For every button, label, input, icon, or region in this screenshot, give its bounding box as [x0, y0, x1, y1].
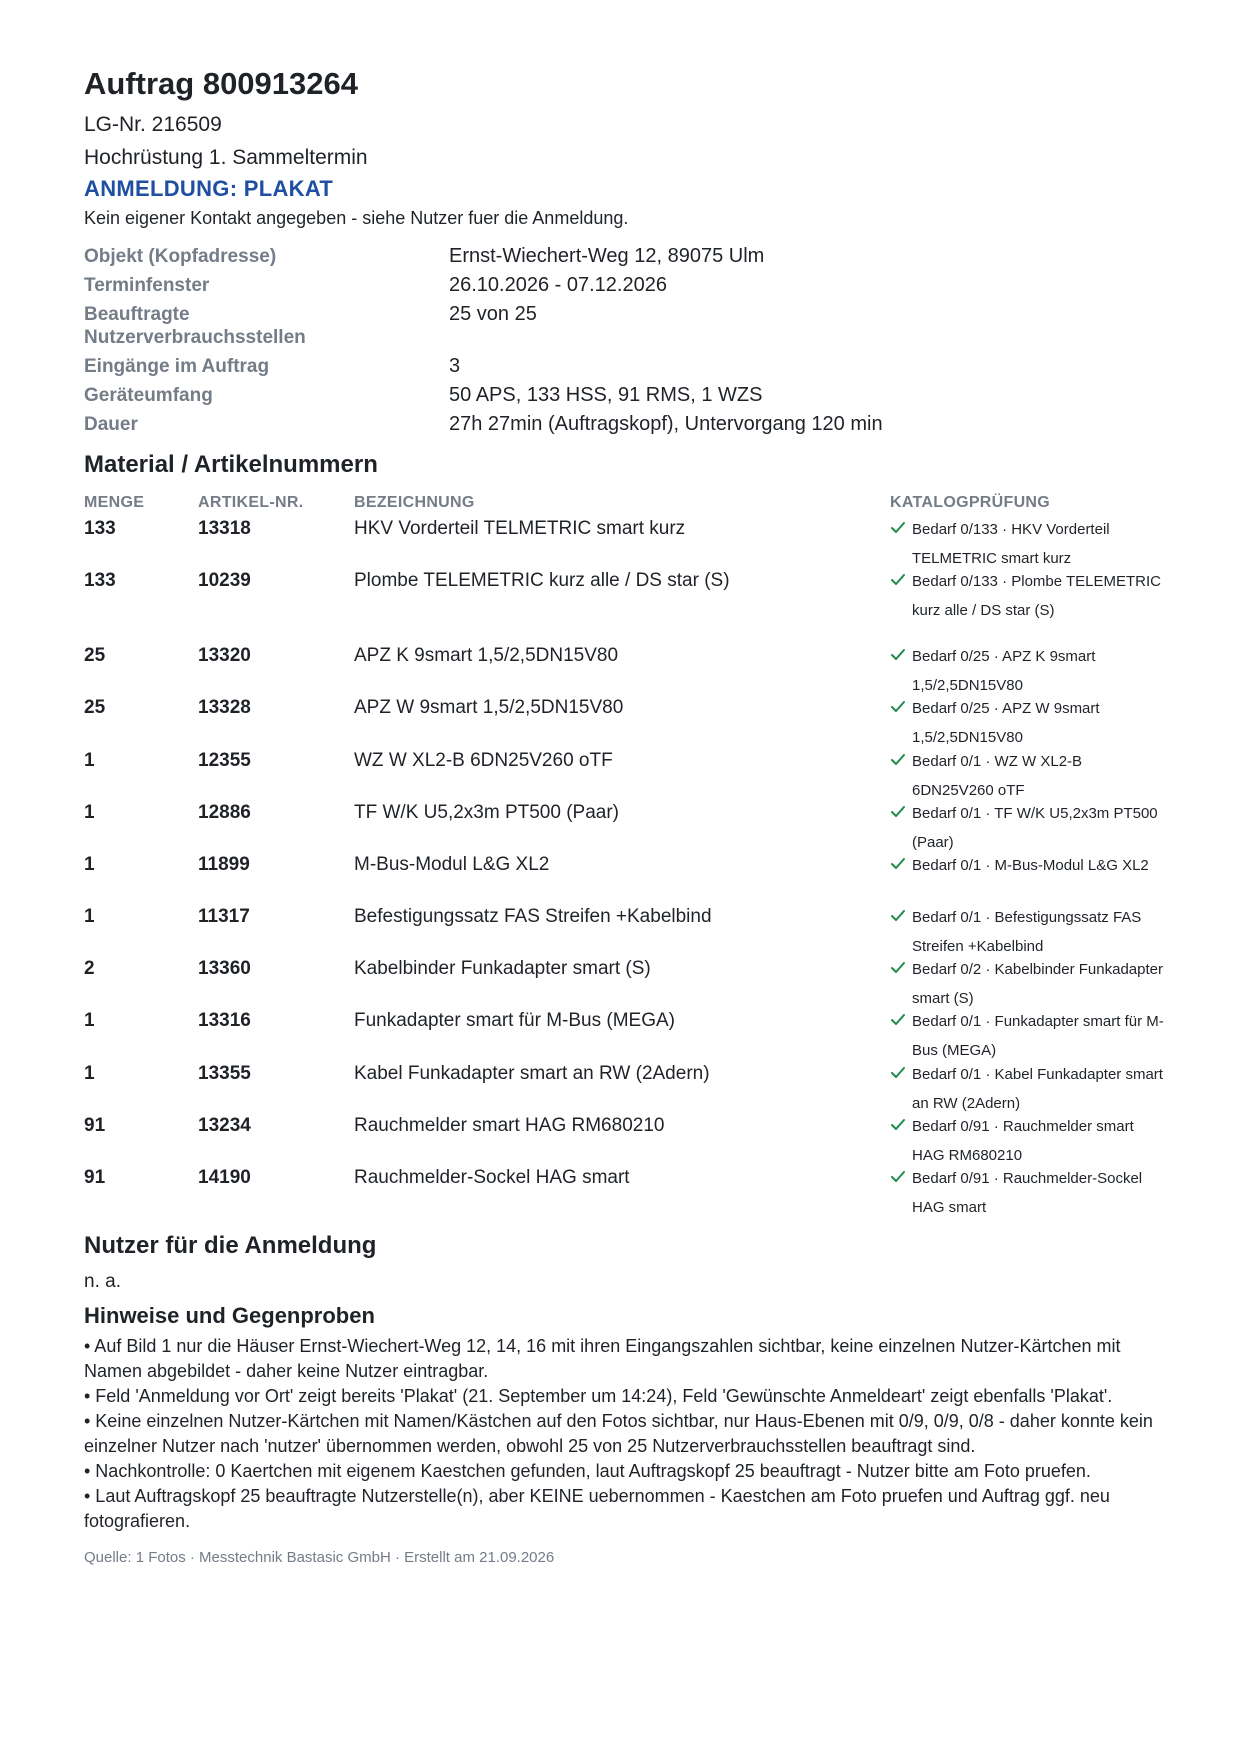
info-key: Dauer	[84, 414, 138, 435]
cell-katalogpruefung: Bedarf 0/1 · Kabel Funkadapter smart an RW (2Adern)	[912, 1066, 1163, 1112]
page-title: Auftrag 800913264	[84, 66, 358, 101]
cell-katalogpruefung: Bedarf 0/1 · TF W/K U5,2x3m PT500 (Paar)	[912, 805, 1158, 851]
check-icon	[890, 1064, 906, 1082]
cell-menge: 25	[84, 697, 106, 718]
info-value: 26.10.2026 - 07.12.2026	[449, 274, 667, 296]
check-icon	[890, 855, 906, 873]
cell-bezeichnung: Rauchmelder-Sockel HAG smart	[354, 1167, 630, 1188]
hinweise-list	[84, 1334, 1164, 1534]
cell-katalogpruefung: Bedarf 0/25 · APZ K 9smart 1,5/2,5DN15V80	[912, 648, 1096, 694]
cell-katalogpruefung: Bedarf 0/133 · HKV Vorderteil TELMETRIC smart kurz	[912, 521, 1110, 567]
cell-katalogpruefung: Bedarf 0/1 · Befestigungssatz FAS Streifen +Kabelbind	[912, 909, 1142, 955]
cell-artikel: 14190	[198, 1167, 251, 1188]
cell-bezeichnung: WZ W XL2-B 6DN25V260 oTF	[354, 750, 613, 771]
cell-menge: 91	[84, 1167, 106, 1188]
cell-menge: 1	[84, 750, 95, 771]
info-key: Eingänge im Auftrag	[84, 356, 270, 377]
col-header-bezeichnung: BEZEICHNUNG	[354, 494, 475, 511]
cell-menge: 1	[84, 906, 95, 927]
cell-artikel: 13316	[198, 1010, 251, 1031]
info-key: Beauftragte Nutzerverbrauchsstellen	[84, 304, 306, 348]
cell-menge: 1	[84, 854, 95, 875]
info-value: 50 APS, 133 HSS, 91 RMS, 1 WZS	[449, 384, 763, 406]
check-icon	[890, 1168, 906, 1186]
lg-number: LG-Nr. 216509	[84, 113, 222, 136]
cell-menge: 133	[84, 518, 116, 539]
info-key: Terminfenster	[84, 275, 210, 296]
cell-artikel: 13320	[198, 645, 251, 666]
info-value: 27h 27min (Auftragskopf), Untervorgang 120 min	[449, 413, 883, 435]
col-header-artikel: ARTIKEL-NR.	[198, 494, 304, 511]
material-heading: Material / Artikelnummern	[84, 451, 378, 478]
cell-bezeichnung: Kabelbinder Funkadapter smart (S)	[354, 958, 651, 979]
cell-bezeichnung: Funkadapter smart für M-Bus (MEGA)	[354, 1010, 675, 1031]
info-value: 3	[449, 355, 461, 377]
cell-menge: 25	[84, 645, 106, 666]
cell-artikel: 12355	[198, 750, 251, 771]
col-header-menge: MENGE	[84, 494, 145, 511]
check-icon	[890, 907, 906, 925]
cell-menge: 2	[84, 958, 95, 979]
cell-artikel: 13328	[198, 697, 251, 718]
hinweis-item: • Auf Bild 1 nur die Häuser Ernst-Wiechert-Weg 12, 14, 16 mit ihren Eingangszahlen sichtbar, keine einzelnen Nutzer-Kärtchen mit Namen abgebildet - daher keine Nutzer eintragbar.	[84, 1336, 1121, 1381]
cell-menge: 91	[84, 1115, 106, 1136]
check-icon	[890, 959, 906, 977]
cell-artikel: 10239	[198, 570, 251, 591]
hinweis-item: • Keine einzelnen Nutzer-Kärtchen mit Namen/Kästchen auf den Fotos sichtbar, nur Haus-Ebenen mit 0/9, 0/9, 0/8 - daher konnte kein einzelner Nutzer nach 'nutzer' übernommen werden, obwohl 25 von 25 Nutzerverbrauchsstellen beauftragt sind.	[84, 1411, 1153, 1456]
check-icon	[890, 646, 906, 664]
cell-artikel: 13234	[198, 1115, 251, 1136]
hinweise-heading: Hinweise und Gegenproben	[84, 1303, 375, 1328]
cell-menge: 133	[84, 570, 116, 591]
cell-artikel: 11317	[198, 906, 250, 927]
check-icon	[890, 519, 906, 537]
cell-katalogpruefung: Bedarf 0/1 · Funkadapter smart für M-Bus (MEGA)	[912, 1013, 1164, 1059]
nutzer-value: n. a.	[84, 1271, 121, 1292]
source-footer: Quelle: 1 Fotos · Messtechnik Bastasic GmbH · Erstellt am 21.09.2026	[84, 1549, 555, 1566]
cell-menge: 1	[84, 1063, 95, 1084]
cell-menge: 1	[84, 1010, 95, 1031]
hinweis-item: • Laut Auftragskopf 25 beauftragte Nutzerstelle(n), aber KEINE uebernommen - Kaestchen am Foto pruefen und Auftrag ggf. neu fotografieren.	[84, 1486, 1110, 1531]
cell-katalogpruefung: Bedarf 0/91 · Rauchmelder smart HAG RM680210	[912, 1118, 1134, 1164]
info-key: Geräteumfang	[84, 385, 213, 406]
cell-bezeichnung: Kabel Funkadapter smart an RW (2Adern)	[354, 1063, 710, 1084]
anmeldung-label: ANMELDUNG: PLAKAT	[84, 176, 334, 201]
info-value: Ernst-Wiechert-Weg 12, 89075 Ulm	[449, 245, 765, 267]
check-icon	[890, 1116, 906, 1134]
contact-note: Kein eigener Kontakt angegeben - siehe Nutzer fuer die Anmeldung.	[84, 208, 629, 228]
cell-artikel: 13318	[198, 518, 251, 539]
hinweis-item: • Nachkontrolle: 0 Kaertchen mit eigenem Kaestchen gefunden, laut Auftragskopf 25 beauftragt - Nutzer bitte am Foto pruefen.	[84, 1461, 1091, 1481]
cell-bezeichnung: TF W/K U5,2x3m PT500 (Paar)	[354, 802, 620, 823]
cell-artikel: 13355	[198, 1063, 251, 1084]
info-value: 25 von 25	[449, 303, 537, 325]
check-icon	[890, 803, 906, 821]
cell-bezeichnung: Befestigungssatz FAS Streifen +Kabelbind	[354, 906, 712, 927]
subtitle: Hochrüstung 1. Sammeltermin	[84, 146, 368, 169]
cell-katalogpruefung: Bedarf 0/91 · Rauchmelder-Sockel HAG smart	[912, 1170, 1143, 1216]
cell-bezeichnung: HKV Vorderteil TELMETRIC smart kurz	[354, 518, 686, 539]
cell-katalogpruefung: Bedarf 0/2 · Kabelbinder Funkadapter smart (S)	[912, 961, 1163, 1007]
nutzer-heading: Nutzer für die Anmeldung	[84, 1232, 377, 1259]
cell-katalogpruefung: Bedarf 0/25 · APZ W 9smart 1,5/2,5DN15V80	[912, 700, 1100, 746]
col-header-katalog: KATALOGPRÜFUNG	[890, 494, 1051, 511]
check-icon	[890, 751, 906, 769]
cell-bezeichnung: Plombe TELEMETRIC kurz alle / DS star (S)	[354, 570, 730, 591]
info-key: Objekt (Kopfadresse)	[84, 246, 277, 267]
cell-katalogpruefung: Bedarf 0/133 · Plombe TELEMETRIC kurz alle / DS star (S)	[912, 573, 1161, 619]
cell-bezeichnung: M-Bus-Modul L&G XL2	[354, 854, 550, 875]
cell-menge: 1	[84, 802, 95, 823]
cell-bezeichnung: APZ W 9smart 1,5/2,5DN15V80	[354, 697, 624, 718]
cell-katalogpruefung: Bedarf 0/1 · WZ W XL2-B 6DN25V260 oTF	[912, 753, 1083, 799]
cell-bezeichnung: Rauchmelder smart HAG RM680210	[354, 1115, 665, 1136]
hinweis-item: • Feld 'Anmeldung vor Ort' zeigt bereits 'Plakat' (21. September um 14:24), Feld 'Gewünschte Anmeldeart' zeigt ebenfalls 'Plakat'.	[84, 1386, 1113, 1406]
cell-artikel: 11899	[198, 854, 250, 875]
cell-bezeichnung: APZ K 9smart 1,5/2,5DN15V80	[354, 645, 619, 666]
cell-katalogpruefung: Bedarf 0/1 · M-Bus-Modul L&G XL2	[912, 857, 1149, 874]
cell-artikel: 13360	[198, 958, 251, 979]
check-icon	[890, 698, 906, 716]
check-icon	[890, 1011, 906, 1029]
check-icon	[890, 571, 906, 589]
cell-artikel: 12886	[198, 802, 251, 823]
